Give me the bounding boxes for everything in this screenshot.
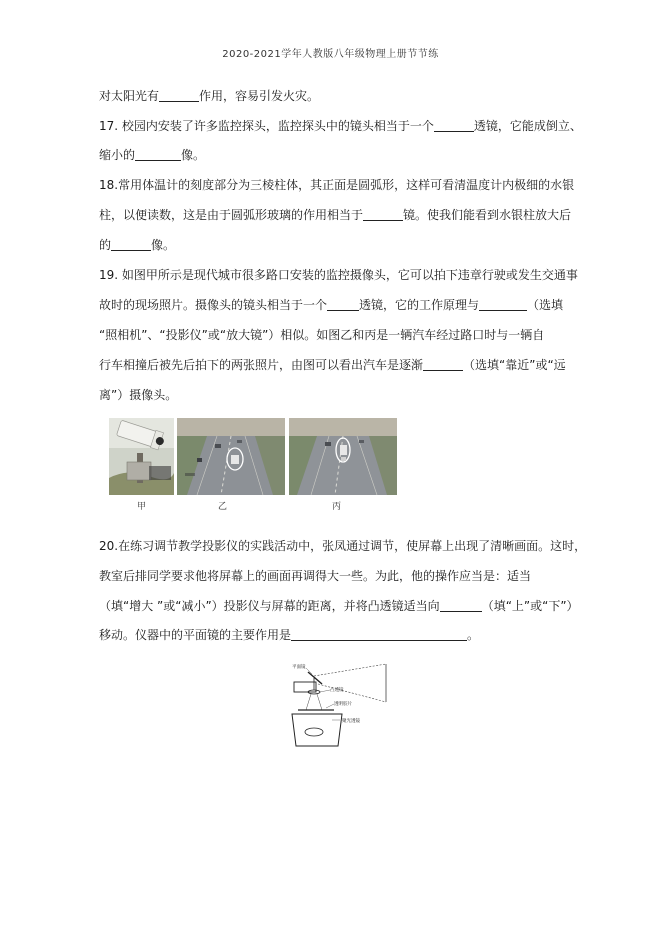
q19-blank-1[interactable]: [327, 298, 359, 311]
q17-line-2: [99, 147, 205, 163]
q18-line-3: [99, 237, 175, 253]
q17-text-2a: 缩小的: [99, 148, 136, 162]
q20-line-4: [99, 627, 479, 643]
caption-yi: 乙: [218, 502, 228, 512]
q19-blank-2[interactable]: [479, 298, 527, 311]
q18-text-3a: 的: [99, 238, 112, 252]
q20-text-4b: 。: [467, 628, 480, 642]
q18-line-2: [99, 207, 571, 223]
q17-text-2b: 像。: [181, 148, 206, 162]
q20-text-3b: （填“上”或“下”）: [481, 599, 579, 613]
q19-blank-3[interactable]: [423, 358, 463, 371]
q19-text-2a: 故时的现场照片。摄像头的镜头相当于一个: [99, 298, 328, 312]
q17-line-1: [99, 118, 582, 134]
q18-text-2b: 镜。使我们能看到水银柱放大后: [403, 208, 572, 222]
q18-text-3b: 像。: [151, 238, 176, 252]
photo-jia-camera: [109, 418, 174, 495]
label-lens: 凸透镜: [330, 688, 344, 693]
q19-text-2c: （选填: [527, 298, 564, 312]
photo-yi-road: [177, 418, 285, 495]
q19-line-1: 19. 如图甲所示是现代城市很多路口安装的监控摄像头，它可以拍下违章行驶或发生交通事: [99, 268, 578, 282]
q17-text-1b: 透镜，它能成倒立、: [473, 119, 582, 133]
q17-blank-2[interactable]: [135, 148, 181, 161]
label-slide: 透明胶片: [334, 702, 352, 707]
q17-text-1a: 17. 校园内安装了许多监控探头，监控探头中的镜头相当于一个: [99, 119, 434, 133]
q19-text-2b: 透镜，它的工作原理与: [359, 298, 480, 312]
label-mirror: 平面镜: [292, 665, 306, 670]
q18-line-1: 18.常用体温计的刻度部分为三棱柱体，其正面是圆弧形，这样可看清温度计内极细的水银: [99, 178, 575, 192]
q20-line-2: 教室后排同学要求他将屏幕上的画面再调得大一些。为此，他的操作应当是：适当: [99, 569, 532, 583]
q19-text-4a: 行车相撞后被先后拍下的两张照片，由图可以看出汽车是逐渐: [99, 358, 424, 372]
projector-diagram: [278, 662, 390, 750]
q20-text-4a: 移动。仪器中的平面镜的主要作用是: [99, 628, 292, 642]
q18-text-2a: 柱，以便读数，这是由于圆弧形玻璃的作用相当于: [99, 208, 364, 222]
photo-bing-road: [289, 418, 397, 495]
q20-text-3a: （填“增大 ”或“减小”）投影仪与屏幕的距离，并将凸透镜适当向: [99, 599, 440, 613]
q19-line-4: [99, 357, 566, 373]
q17-blank-1[interactable]: [434, 119, 474, 132]
q16-line: [99, 88, 319, 104]
page-header: 2020-2021学年人教版八年级物理上册节节练: [222, 49, 439, 60]
q20-blank-3[interactable]: [291, 628, 467, 641]
q19-photos: [109, 418, 397, 495]
q18-blank-2[interactable]: [111, 238, 151, 251]
q20-blank-2[interactable]: [440, 599, 482, 612]
q20-line-3: [99, 598, 579, 614]
q19-line-2: [99, 297, 563, 313]
caption-jia: 甲: [137, 502, 147, 512]
q18-blank-1[interactable]: [363, 208, 403, 221]
q16-text-post: 作用，容易引发火灾。: [199, 89, 320, 103]
q16-blank[interactable]: [159, 89, 199, 102]
caption-bing: 丙: [332, 502, 342, 512]
label-condenser: 聚光透镜: [342, 719, 360, 724]
q19-line-3: “照相机”、“投影仪”或“放大镜”）相似。如图乙和丙是一辆汽车经过路口时与一辆自: [99, 328, 545, 342]
q19-line-5: 离”）摄像头。: [99, 388, 178, 402]
q19-text-4b: （选填“靠近”或“远: [463, 358, 566, 372]
q20-line-1: 20.在练习调节教学投影仪的实践活动中，张凤通过调节，使屏幕上出现了清晰画面。这时，: [99, 539, 587, 553]
q16-text-pre: 对太阳光有: [99, 89, 160, 103]
